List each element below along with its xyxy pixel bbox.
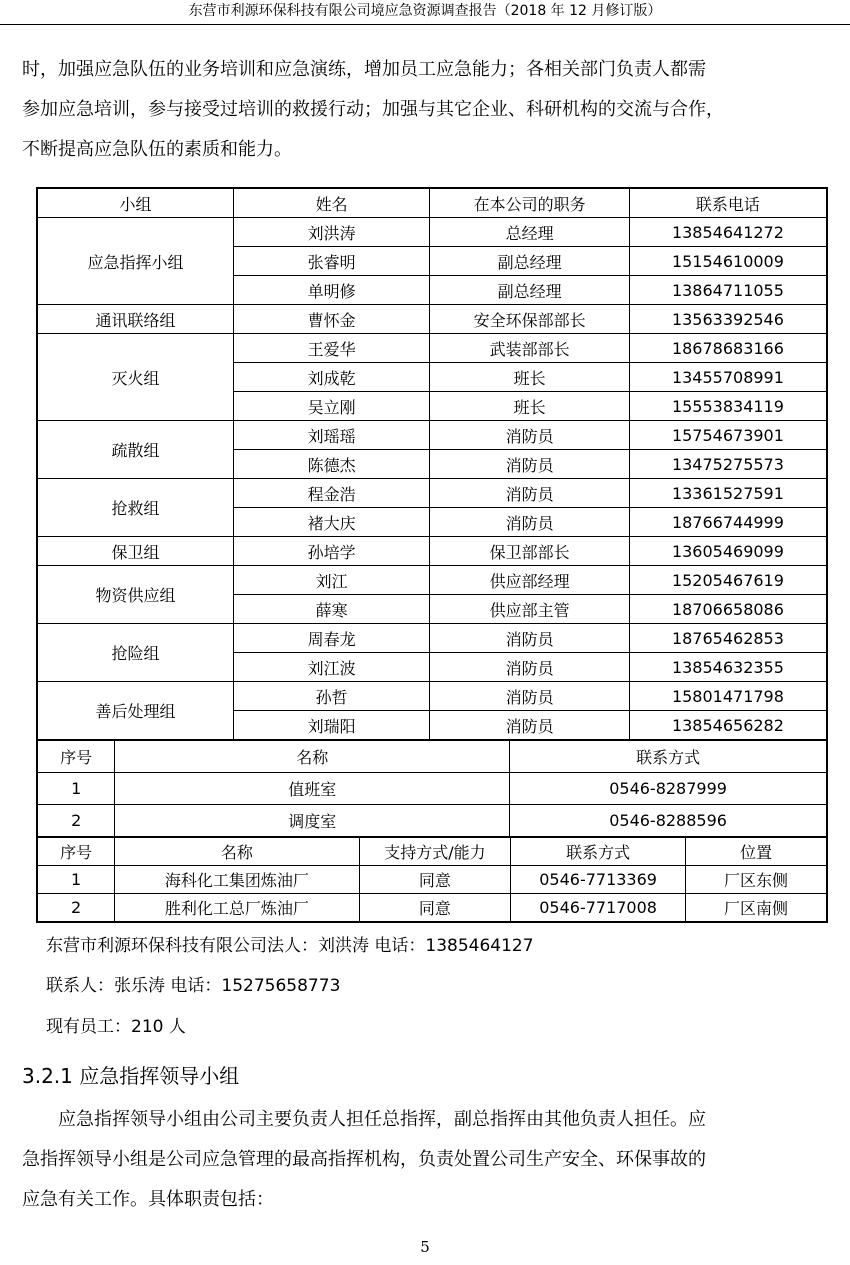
member-phone: 15801471798 <box>629 682 827 711</box>
column-header: 在本公司的职务 <box>430 188 630 218</box>
table-header-row <box>37 838 827 866</box>
table-row <box>37 624 827 653</box>
member-phone: 13605469099 <box>629 537 827 566</box>
member-phone: 13854632355 <box>629 653 827 682</box>
location: 厂区南侧 <box>685 894 827 923</box>
member-role: 消防员 <box>430 479 630 508</box>
group-name: 通讯联络组 <box>37 305 234 334</box>
member-name: 吴立刚 <box>234 392 430 421</box>
page-number: 5 <box>420 1238 430 1256</box>
column-header: 位置 <box>685 838 827 866</box>
table-row <box>37 305 827 334</box>
member-phone: 15553834119 <box>629 392 827 421</box>
contact-number: 0546-7713369 <box>511 866 686 894</box>
room-name: 调度室 <box>115 805 510 838</box>
table-row <box>37 894 827 923</box>
org-name: 胜利化工总厂炼油厂 <box>115 894 359 923</box>
table-row <box>37 805 827 838</box>
member-name: 刘洪涛 <box>234 218 430 247</box>
team-table-body <box>37 188 827 740</box>
member-phone: 13455708991 <box>629 363 827 392</box>
column-header: 支持方式/能力 <box>359 838 511 866</box>
member-phone: 18766744999 <box>629 508 827 537</box>
group-name: 疏散组 <box>37 421 234 479</box>
location: 厂区东侧 <box>685 866 827 894</box>
member-phone: 18765462853 <box>629 624 827 653</box>
intro-line: 时，加强应急队伍的业务培训和应急演练，增加员工应急能力；各相关部门负责人都需 <box>22 59 706 80</box>
row-number: 2 <box>37 805 115 838</box>
member-name: 刘江波 <box>234 653 430 682</box>
member-phone: 15754673901 <box>629 421 827 450</box>
page-header: 东营市利源环保科技有限公司境应急资源调查报告（2018 年 12 月修订版） <box>0 0 850 25</box>
table-row <box>37 421 827 450</box>
staff-count-line: 现有员工：210 人 <box>46 1017 186 1037</box>
member-name: 程金浩 <box>234 479 430 508</box>
member-name: 王爱华 <box>234 334 430 363</box>
member-role: 消防员 <box>430 508 630 537</box>
group-name: 善后处理组 <box>37 682 234 741</box>
member-name: 刘瑶瑶 <box>234 421 430 450</box>
member-role: 副总经理 <box>430 276 630 305</box>
contact-number: 0546-7717008 <box>511 894 686 923</box>
group-name: 抢救组 <box>37 479 234 537</box>
group-name: 抢险组 <box>37 624 234 682</box>
column-header: 姓名 <box>234 188 430 218</box>
support-mode: 同意 <box>359 866 511 894</box>
member-name: 刘江 <box>234 566 430 595</box>
column-header: 联系电话 <box>629 188 827 218</box>
member-role: 班长 <box>430 363 630 392</box>
member-name: 陈德杰 <box>234 450 430 479</box>
intro-line: 参加应急培训，参与接受过培训的救援行动；加强与其它企业、科研机构的交流与合作， <box>22 99 724 120</box>
table-row <box>37 334 827 363</box>
member-phone: 13864711055 <box>629 276 827 305</box>
group-name: 应急指挥小组 <box>37 218 234 305</box>
section-paragraph <box>22 1100 812 1220</box>
member-role: 消防员 <box>430 450 630 479</box>
member-role: 消防员 <box>430 711 630 741</box>
member-phone: 13563392546 <box>629 305 827 334</box>
member-phone: 15154610009 <box>629 247 827 276</box>
table-row <box>37 866 827 894</box>
column-header: 序号 <box>37 741 115 773</box>
section-line: 应急有关工作。具体职责包括： <box>22 1189 274 1210</box>
external-support-table <box>36 837 828 923</box>
group-name: 灭火组 <box>37 334 234 421</box>
contact-person-line: 联系人：张乐涛 电话：15275658773 <box>46 976 341 996</box>
row-number: 1 <box>37 773 115 805</box>
duty-contact-table <box>36 740 828 838</box>
member-phone: 13854641272 <box>629 218 827 247</box>
table-row <box>37 537 827 566</box>
member-phone: 15205467619 <box>629 566 827 595</box>
table-row <box>37 479 827 508</box>
member-name: 孙哲 <box>234 682 430 711</box>
contact-number: 0546-8287999 <box>510 773 827 805</box>
member-name: 单明修 <box>234 276 430 305</box>
member-name: 曹怀金 <box>234 305 430 334</box>
column-header: 序号 <box>37 838 115 866</box>
table-row <box>37 682 827 711</box>
member-name: 周春龙 <box>234 624 430 653</box>
member-role: 消防员 <box>430 624 630 653</box>
member-phone: 13361527591 <box>629 479 827 508</box>
contact-number: 0546-8288596 <box>510 805 827 838</box>
section-line: 急指挥领导小组是公司应急管理的最高指挥机构，负责处置公司生产安全、环保事故的 <box>22 1149 706 1170</box>
section-heading: 3.2.1 应急指挥领导小组 <box>22 1064 240 1088</box>
member-role: 保卫部部长 <box>430 537 630 566</box>
table-row <box>37 566 827 595</box>
member-role: 供应部经理 <box>430 566 630 595</box>
member-role: 班长 <box>430 392 630 421</box>
member-phone: 18706658086 <box>629 595 827 624</box>
column-header: 名称 <box>115 741 510 773</box>
row-number: 1 <box>37 866 115 894</box>
member-role: 安全环保部部长 <box>430 305 630 334</box>
intro-paragraph <box>22 50 812 170</box>
member-name: 刘瑞阳 <box>234 711 430 741</box>
member-phone: 13475275573 <box>629 450 827 479</box>
member-role: 武装部部长 <box>430 334 630 363</box>
table-row <box>37 218 827 247</box>
table-header-row <box>37 741 827 773</box>
room-name: 值班室 <box>115 773 510 805</box>
column-header: 名称 <box>115 838 359 866</box>
member-phone: 18678683166 <box>629 334 827 363</box>
column-header: 联系方式 <box>511 838 686 866</box>
legal-person-line: 东营市利源环保科技有限公司法人：刘洪涛 电话：1385464127 <box>46 936 534 956</box>
org-name: 海科化工集团炼油厂 <box>115 866 359 894</box>
column-header: 联系方式 <box>510 741 827 773</box>
support-mode: 同意 <box>359 894 511 923</box>
member-role: 总经理 <box>430 218 630 247</box>
intro-line: 不断提高应急队伍的素质和能力。 <box>22 139 292 160</box>
member-phone: 13854656282 <box>629 711 827 741</box>
member-name: 刘成乾 <box>234 363 430 392</box>
group-name: 保卫组 <box>37 537 234 566</box>
table-header-row <box>37 188 827 218</box>
member-role: 供应部主管 <box>430 595 630 624</box>
group-name: 物资供应组 <box>37 566 234 624</box>
member-name: 孙培学 <box>234 537 430 566</box>
member-name: 张睿明 <box>234 247 430 276</box>
member-name: 薛寒 <box>234 595 430 624</box>
column-header: 小组 <box>37 188 234 218</box>
member-role: 副总经理 <box>430 247 630 276</box>
member-role: 消防员 <box>430 682 630 711</box>
emergency-team-table <box>36 187 828 741</box>
section-line: 应急指挥领导小组由公司主要负责人担任总指挥，副总指挥由其他负责人担任。应 <box>22 1109 706 1130</box>
table-row <box>37 773 827 805</box>
member-role: 消防员 <box>430 421 630 450</box>
member-name: 褚大庆 <box>234 508 430 537</box>
member-role: 消防员 <box>430 653 630 682</box>
row-number: 2 <box>37 894 115 923</box>
